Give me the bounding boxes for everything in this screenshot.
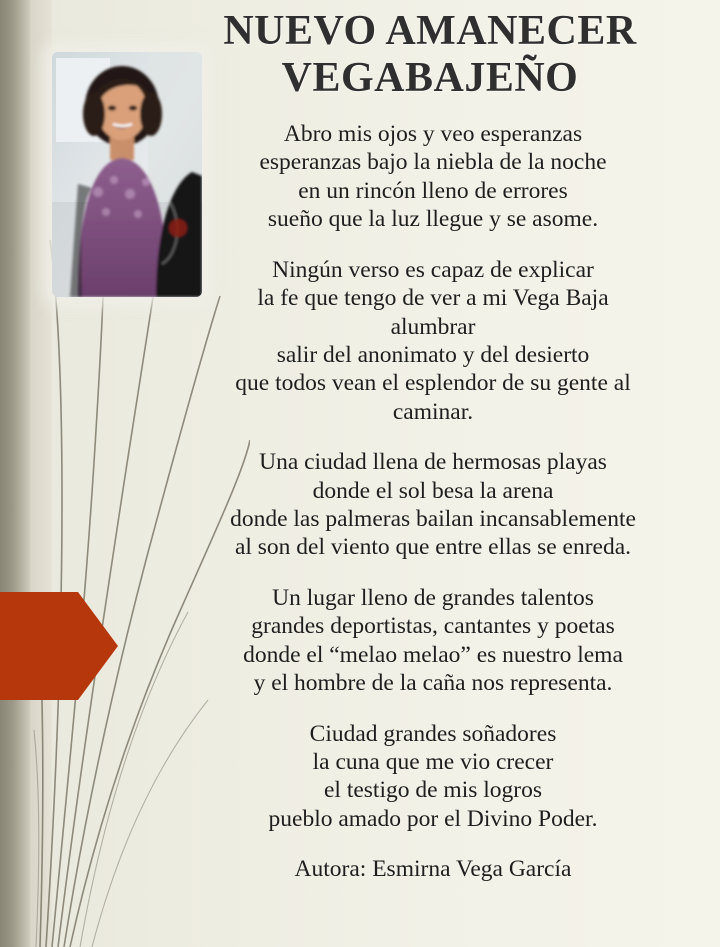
poem-line: donde el sol besa la arena [312,477,554,504]
poem-line: el testigo de mis logros [323,777,542,804]
poem-line: en un rincón lleno de errores [298,177,568,204]
poem-line: Abro mis ojos y veo esperanzas [283,121,583,147]
poem-line: esperanzas bajo la niebla de la noche [259,149,607,176]
poem-line: al son del viento que entre ellas se enreda. [234,534,632,561]
author-credit: Autora: Esmirna Vega García [294,856,572,883]
poem-line: la fe que tengo de ver a mi Vega Baja [257,285,609,312]
poem-stanza [160,256,706,427]
poem-line: salir del anonimato y del desierto [276,341,590,368]
poem-line: y el hombre de la caña nos representa. [253,670,613,697]
poem-line: que todos vean el esplendor de su gente al [235,370,631,397]
poem-stanza [160,720,706,834]
arrow-body [0,592,78,700]
left-decorative-band [0,0,30,947]
poem-body [160,120,706,884]
poem-line: Ningún verso es capaz de explicar [272,256,594,283]
poem-stanza [160,120,706,234]
poem-line: pueblo amado por el Divino Poder. [268,805,598,832]
poem-line: Ciudad grandes soñadores [309,720,557,747]
arrow-head [78,592,118,700]
poem-line: Una ciudad llena de hermosas playas [259,449,607,476]
poem-line: alumbrar [390,313,476,340]
orange-arrow-banner [0,592,118,700]
poem-line: sueño que la luz llegue y se asome. [267,206,599,233]
title-line-2: VEGABAJEÑO [281,55,579,102]
poem-line: la cuna que me vio crecer [312,749,554,776]
poem-stanza [160,448,706,562]
poem-line: grandes deportistas, cantantes y poetas [251,613,615,640]
poem-line: donde el “melao melao” es nuestro lema [243,641,623,668]
poem-line: caminar. [392,398,474,425]
page-title [150,8,710,103]
left-decorative-band-inner [30,0,52,947]
poem-line: donde las palmeras bailan incansablemente [230,506,636,533]
poem-line: Un lugar lleno de grandes talentos [272,584,594,611]
title-line-1: NUEVO AMANECER [223,8,637,54]
poem-stanza [160,584,706,698]
